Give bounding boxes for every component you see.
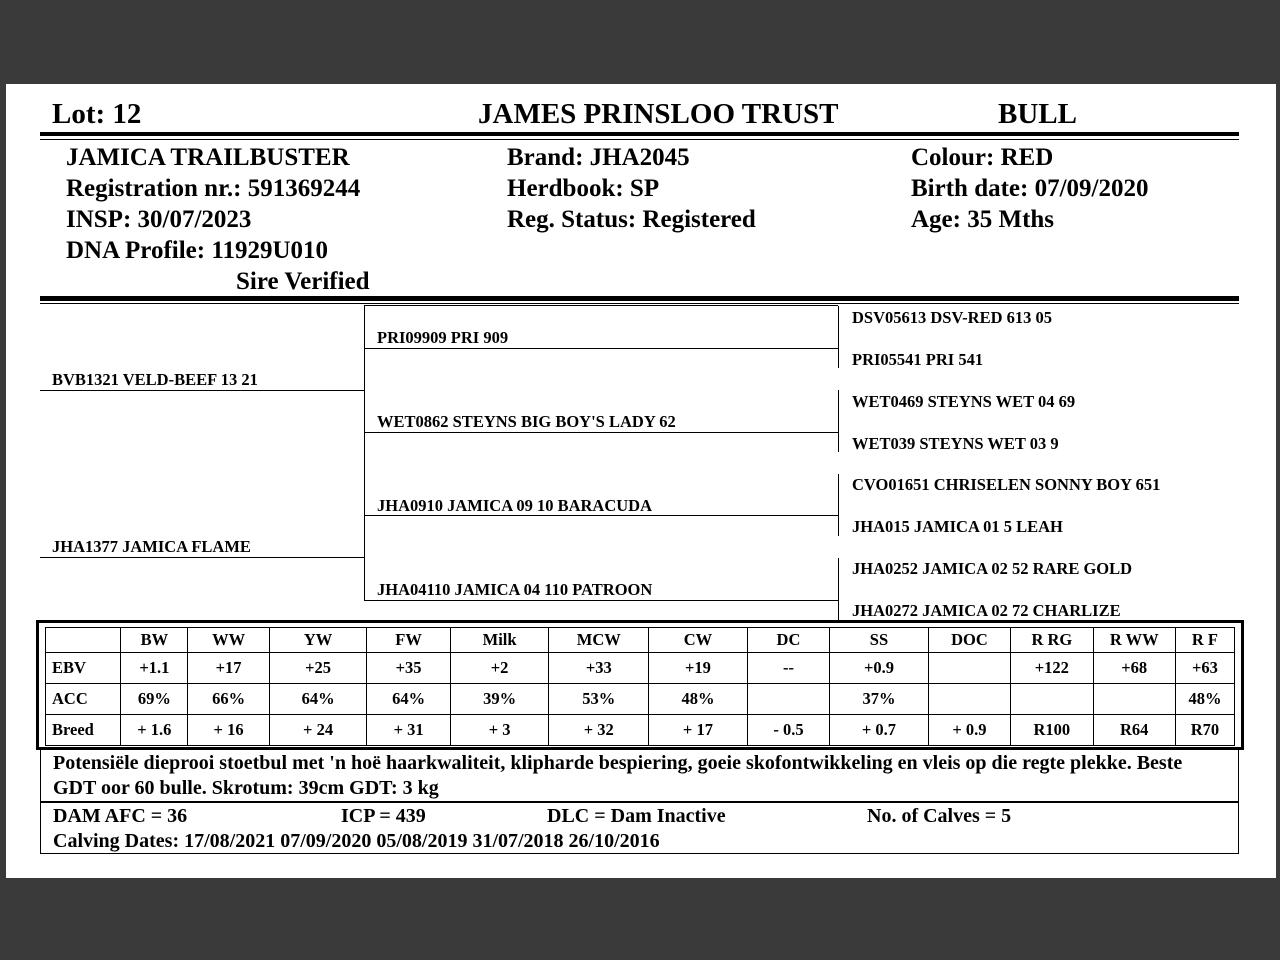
pedigree-gg-8: JHA0272 JAMICA 02 72 CHARLIZE: [852, 601, 1121, 620]
breed-cell: + 16: [188, 715, 269, 746]
acc-cell: 69%: [121, 684, 188, 715]
lot-card: [6, 84, 1276, 878]
acc-cell: 48%: [649, 684, 748, 715]
ebv-cell: +122: [1011, 653, 1093, 684]
breed-cell: + 0.7: [830, 715, 929, 746]
ebv-header-cell: BW: [121, 628, 188, 653]
inspection-date: INSP: 30/07/2023: [66, 206, 252, 233]
breed-cell: + 17: [649, 715, 748, 746]
animal-name: JAMICA TRAILBUSTER: [66, 144, 350, 171]
dam-afc: DAM AFC = 36: [53, 805, 188, 827]
dam-icp: ICP = 439: [341, 805, 426, 827]
header-rule-thick: [40, 132, 1239, 136]
pedigree-connector: [838, 474, 839, 536]
pedigree-connector: [838, 558, 839, 620]
acc-cell: 37%: [830, 684, 929, 715]
breed-cell: + 31: [367, 715, 450, 746]
colour: Colour: RED: [911, 144, 1054, 171]
acc-cell: [747, 684, 829, 715]
pedigree-dam-sire: JHA0910 JAMICA 09 10 BARACUDA: [377, 496, 652, 515]
ebv-header-cell: YW: [269, 628, 367, 653]
ebv-row: [46, 653, 1235, 684]
ebv-header-cell: DOC: [928, 628, 1010, 653]
acc-cell: 64%: [269, 684, 367, 715]
ebv-cell: +17: [188, 653, 269, 684]
ebv-cell: +35: [367, 653, 450, 684]
ebv-header-cell: SS: [830, 628, 929, 653]
pedigree-sire-dam: WET0862 STEYNS BIG BOY'S LADY 62: [377, 412, 676, 431]
registration-status: Reg. Status: Registered: [507, 206, 756, 233]
pedigree-line: [364, 515, 838, 516]
pedigree-line: [40, 557, 365, 558]
ebv-header-cell: CW: [649, 628, 748, 653]
breed-cell: + 3: [450, 715, 549, 746]
ebv-cell: +33: [549, 653, 649, 684]
pedigree-gg-6: JHA015 JAMICA 01 5 LEAH: [852, 517, 1063, 536]
ebv-header-cell: DC: [747, 628, 829, 653]
acc-cell: 39%: [450, 684, 549, 715]
registration-number: Registration nr.: 591369244: [66, 175, 361, 202]
acc-cell: 48%: [1175, 684, 1234, 715]
ebv-header-cell: FW: [367, 628, 450, 653]
pedigree-connector: [838, 390, 839, 452]
ebv-cell: +0.9: [830, 653, 929, 684]
pedigree-gg-4: WET039 STEYNS WET 03 9: [852, 434, 1059, 453]
ebv-header-cell: [46, 628, 121, 653]
pedigree-gg-3: WET0469 STEYNS WET 04 69: [852, 392, 1076, 411]
acc-row-label: ACC: [46, 684, 121, 715]
animal-comment: Potensiële dieprooi stoetbul met 'n hoë haarkwaliteit, klipharde bespiering, goeie skofontwikkeling en vleis op die regte plekke. Beste GDT oor 60 bulle. Skrotum: 39cm GDT: 3 kg: [40, 750, 1239, 802]
pedigree-line: [364, 600, 838, 601]
sire-verified: Sire Verified: [236, 268, 370, 295]
breed-cell: + 32: [549, 715, 649, 746]
brand: Brand: JHA2045: [507, 144, 690, 171]
pedigree-gg-1: DSV05613 DSV-RED 613 05: [852, 308, 1052, 327]
pedigree-dam: JHA1377 JAMICA FLAME: [52, 537, 251, 556]
breed-cell: R100: [1011, 715, 1093, 746]
breed-cell: R64: [1093, 715, 1175, 746]
pedigree-gg-7: JHA0252 JAMICA 02 52 RARE GOLD: [852, 559, 1133, 578]
herdbook: Herdbook: SP: [507, 175, 660, 202]
breed-cell: + 24: [269, 715, 367, 746]
ebv-table-frame: [36, 620, 1244, 750]
pedigree-sire: BVB1321 VELD-BEEF 13 21: [52, 370, 258, 389]
acc-cell: 64%: [367, 684, 450, 715]
header-rule-thin: [40, 139, 1239, 140]
breed-cell: + 0.9: [928, 715, 1010, 746]
details-rule-thin: [40, 303, 1239, 304]
ebv-cell: [928, 653, 1010, 684]
ebv-header-cell: R RG: [1011, 628, 1093, 653]
ebv-cell: +25: [269, 653, 367, 684]
ebv-cell: --: [747, 653, 829, 684]
ebv-cell: +2: [450, 653, 549, 684]
acc-cell: 53%: [549, 684, 649, 715]
breed-row-label: Breed: [46, 715, 121, 746]
pedigree-connector: [364, 557, 365, 601]
pedigree-dam-dam: JHA04110 JAMICA 04 110 PATROON: [377, 580, 653, 599]
details-rule-thick: [40, 296, 1239, 301]
pedigree-gg-2: PRI05541 PRI 541: [852, 350, 984, 369]
acc-cell: [1093, 684, 1175, 715]
calving-dates: Calving Dates: 17/08/2021 07/09/2020 05/08/2019 31/07/2018 26/10/2016: [53, 830, 660, 852]
breed-row: [46, 715, 1235, 746]
dam-no-of-calves: No. of Calves = 5: [867, 805, 1012, 827]
dam-info-block: [40, 802, 1239, 854]
pedigree-line: [40, 390, 365, 391]
ebv-header-cell: MCW: [549, 628, 649, 653]
pedigree-line: [364, 432, 838, 433]
pedigree-gg-5: CVO01651 CHRISELEN SONNY BOY 651: [852, 475, 1161, 494]
ebv-row-label: EBV: [46, 653, 121, 684]
seller-name: JAMES PRINSLOO TRUST: [478, 98, 839, 130]
animal-sex: BULL: [998, 98, 1077, 130]
birth-date: Birth date: 07/09/2020: [911, 175, 1149, 202]
ebv-cell: +63: [1175, 653, 1234, 684]
pedigree-line: [364, 348, 838, 349]
acc-cell: 66%: [188, 684, 269, 715]
acc-row: [46, 684, 1235, 715]
ebv-cell: +68: [1093, 653, 1175, 684]
ebv-cell: +1.1: [121, 653, 188, 684]
ebv-header-cell: R WW: [1093, 628, 1175, 653]
dam-dlc: DLC = Dam Inactive: [547, 805, 726, 827]
lot-number: Lot: 12: [52, 98, 142, 130]
dna-profile: DNA Profile: 11929U010: [66, 237, 329, 264]
breed-cell: + 1.6: [121, 715, 188, 746]
age: Age: 35 Mths: [911, 206, 1055, 233]
ebv-header-cell: Milk: [450, 628, 549, 653]
pedigree-connector: [838, 306, 839, 368]
ebv-header-cell: R F: [1175, 628, 1234, 653]
breed-cell: - 0.5: [747, 715, 829, 746]
ebv-table: [45, 627, 1235, 746]
ebv-header-row: [46, 628, 1235, 653]
ebv-header-cell: WW: [188, 628, 269, 653]
pedigree-sire-sire: PRI09909 PRI 909: [377, 328, 509, 347]
acc-cell: [1011, 684, 1093, 715]
ebv-cell: +19: [649, 653, 748, 684]
breed-cell: R70: [1175, 715, 1234, 746]
acc-cell: [928, 684, 1010, 715]
pedigree-line: [364, 305, 838, 306]
